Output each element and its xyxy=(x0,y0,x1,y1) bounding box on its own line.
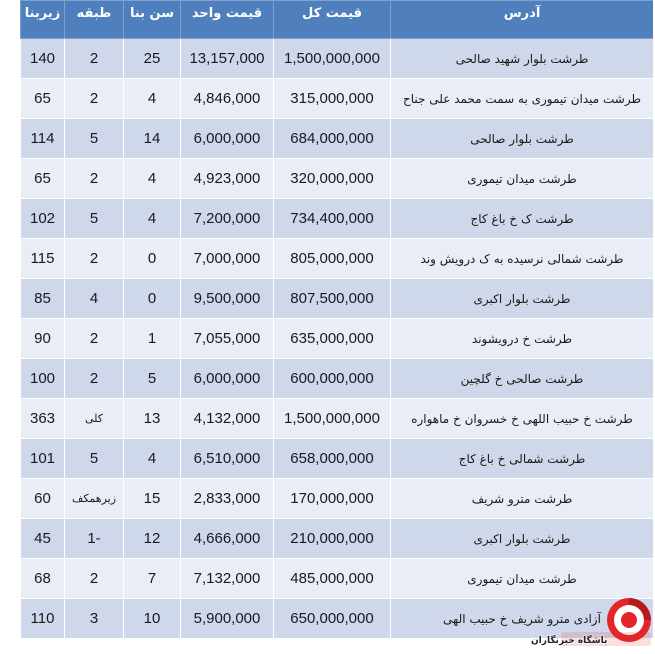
cell-age: 4 xyxy=(124,199,181,239)
cell-floor: زیرهمکف xyxy=(65,479,124,519)
table-row xyxy=(21,359,654,399)
cell-unit-price: 6,000,000 xyxy=(181,359,274,399)
table-row xyxy=(21,519,654,559)
cell-floor: 2 xyxy=(65,559,124,599)
table-row xyxy=(21,199,654,239)
cell-address: طرشت بلوار اکبری xyxy=(391,279,654,319)
cell-area: 68 xyxy=(21,559,65,599)
price-table-container xyxy=(20,0,653,652)
cell-unit-price: 9,500,000 xyxy=(181,279,274,319)
cell-floor: 1- xyxy=(65,519,124,559)
table-row xyxy=(21,159,654,199)
cell-address: آزادی مترو شریف خ حبیب الهی xyxy=(391,599,654,639)
cell-age: 25 xyxy=(124,39,181,79)
cell-area: 60 xyxy=(21,479,65,519)
cell-address: طرشت میدان تیموری به سمت محمد علی جناح xyxy=(391,79,654,119)
cell-total-price: 635,000,000 xyxy=(274,319,391,359)
cell-unit-price: 4,666,000 xyxy=(181,519,274,559)
cell-total-price: 210,000,000 xyxy=(274,519,391,559)
cell-unit-price: 7,000,000 xyxy=(181,239,274,279)
table-body xyxy=(21,39,654,639)
cell-unit-price: 2,833,000 xyxy=(181,479,274,519)
cell-address: طرشت صالحی خ گلچین xyxy=(391,359,654,399)
cell-area: 85 xyxy=(21,279,65,319)
cell-address: طرشت بلوار اکبری xyxy=(391,519,654,559)
header-unit-price: قیمت واحد xyxy=(181,1,274,39)
table-row xyxy=(21,399,654,439)
cell-address: طرشت شمالی نرسیده به ک درویش وند xyxy=(391,239,654,279)
cell-area: 115 xyxy=(21,239,65,279)
cell-floor: 2 xyxy=(65,79,124,119)
cell-unit-price: 4,923,000 xyxy=(181,159,274,199)
table-row xyxy=(21,439,654,479)
cell-unit-price: 13,157,000 xyxy=(181,39,274,79)
price-table xyxy=(20,0,653,639)
cell-floor: کلی xyxy=(65,399,124,439)
cell-area: 90 xyxy=(21,319,65,359)
cell-floor: 4 xyxy=(65,279,124,319)
cell-total-price: 684,000,000 xyxy=(274,119,391,159)
cell-address: طرشت مترو شریف xyxy=(391,479,654,519)
table-row xyxy=(21,79,654,119)
cell-address: طرشت شمالی خ باغ کاج xyxy=(391,439,654,479)
cell-age: 10 xyxy=(124,599,181,639)
cell-floor: 2 xyxy=(65,159,124,199)
table-header-row xyxy=(21,1,654,39)
cell-area: 363 xyxy=(21,399,65,439)
table-row xyxy=(21,239,654,279)
cell-floor: 2 xyxy=(65,359,124,399)
cell-unit-price: 4,132,000 xyxy=(181,399,274,439)
cell-total-price: 1,500,000,000 xyxy=(274,399,391,439)
table-row xyxy=(21,119,654,159)
cell-age: 4 xyxy=(124,79,181,119)
cell-total-price: 658,000,000 xyxy=(274,439,391,479)
cell-total-price: 320,000,000 xyxy=(274,159,391,199)
table-row xyxy=(21,279,654,319)
cell-area: 101 xyxy=(21,439,65,479)
watermark-text: باشگاه خبرنگاران xyxy=(531,636,608,646)
cell-total-price: 807,500,000 xyxy=(274,279,391,319)
cell-unit-price: 7,055,000 xyxy=(181,319,274,359)
cell-area: 100 xyxy=(21,359,65,399)
cell-unit-price: 5,900,000 xyxy=(181,599,274,639)
cell-floor: 3 xyxy=(65,599,124,639)
cell-age: 4 xyxy=(124,159,181,199)
table-row xyxy=(21,39,654,79)
table-row xyxy=(21,319,654,359)
cell-area: 65 xyxy=(21,159,65,199)
cell-age: 14 xyxy=(124,119,181,159)
cell-address: طرشت میدان تیموری xyxy=(391,159,654,199)
cell-total-price: 734,400,000 xyxy=(274,199,391,239)
cell-unit-price: 6,510,000 xyxy=(181,439,274,479)
header-floor: طبقه xyxy=(65,1,124,39)
cell-area: 65 xyxy=(21,79,65,119)
cell-unit-price: 4,846,000 xyxy=(181,79,274,119)
cell-age: 12 xyxy=(124,519,181,559)
cell-unit-price: 7,200,000 xyxy=(181,199,274,239)
table-row xyxy=(21,479,654,519)
cell-unit-price: 7,132,000 xyxy=(181,559,274,599)
header-total-price: قیمت کل xyxy=(274,1,391,39)
cell-unit-price: 6,000,000 xyxy=(181,119,274,159)
cell-total-price: 600,000,000 xyxy=(274,359,391,399)
cell-address: طرشت بلوار صالحی xyxy=(391,119,654,159)
cell-age: 1 xyxy=(124,319,181,359)
cell-floor: 5 xyxy=(65,119,124,159)
header-address: آدرس xyxy=(391,1,654,39)
watermark-logo xyxy=(531,588,653,650)
cell-age: 13 xyxy=(124,399,181,439)
cell-address: طرشت ک خ باغ کاج xyxy=(391,199,654,239)
cell-area: 140 xyxy=(21,39,65,79)
cell-address: طرشت بلوار شهید صالحی xyxy=(391,39,654,79)
cell-area: 102 xyxy=(21,199,65,239)
cell-address: طرشت خ درویشوند xyxy=(391,319,654,359)
cell-floor: 5 xyxy=(65,199,124,239)
cell-area: 114 xyxy=(21,119,65,159)
cell-area: 45 xyxy=(21,519,65,559)
cell-total-price: 315,000,000 xyxy=(274,79,391,119)
cell-total-price: 805,000,000 xyxy=(274,239,391,279)
header-age: سن بنا xyxy=(124,1,181,39)
cell-age: 4 xyxy=(124,439,181,479)
cell-area: 110 xyxy=(21,599,65,639)
cell-age: 0 xyxy=(124,239,181,279)
cell-age: 15 xyxy=(124,479,181,519)
cell-total-price: 650,000,000 xyxy=(274,599,391,639)
cell-total-price: 485,000,000 xyxy=(274,559,391,599)
cell-floor: 2 xyxy=(65,39,124,79)
cell-age: 7 xyxy=(124,559,181,599)
header-area: زیربنا xyxy=(21,1,65,39)
cell-address: طرشت میدان تیموری xyxy=(391,559,654,599)
cell-age: 5 xyxy=(124,359,181,399)
cell-floor: 2 xyxy=(65,239,124,279)
cell-floor: 5 xyxy=(65,439,124,479)
cell-floor: 2 xyxy=(65,319,124,359)
cell-total-price: 1,500,000,000 xyxy=(274,39,391,79)
cell-total-price: 170,000,000 xyxy=(274,479,391,519)
cell-age: 0 xyxy=(124,279,181,319)
cell-address: طرشت خ حبیب اللهی خ خسروان خ ماهواره xyxy=(391,399,654,439)
